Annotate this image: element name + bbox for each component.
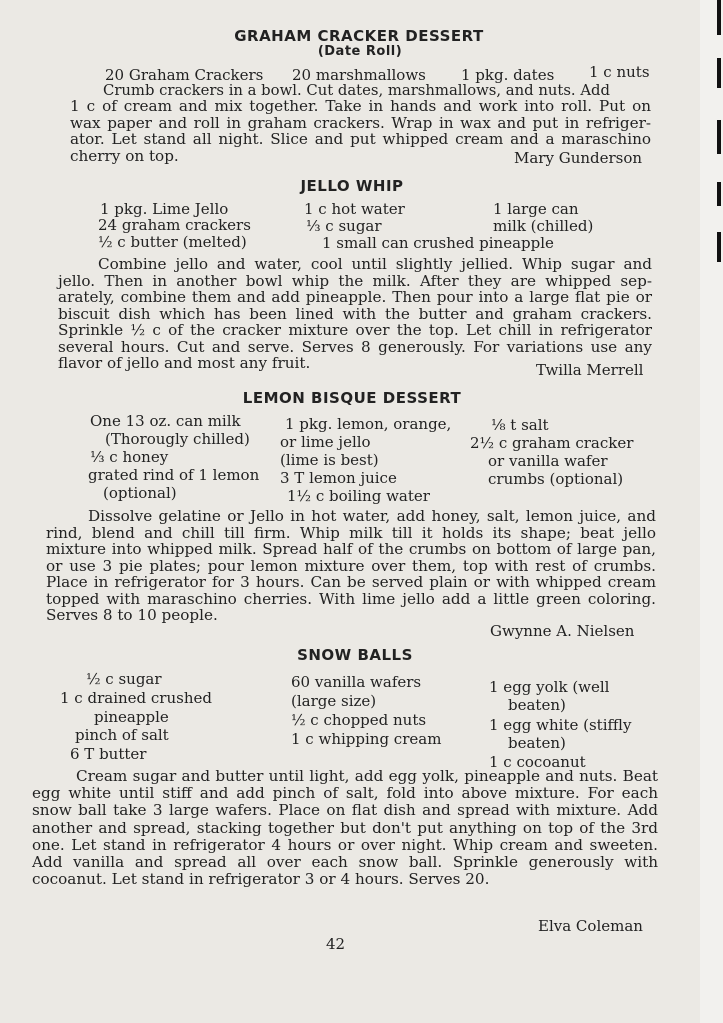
recipe-directions: Combine jello and water, cool until slightly jellied. Whip sugar and jello. Then in another bowl whip the milk. After they are whipped sep-arately, combine them and add pineapple. Then pour into a large flat pie or biscuit dish which has been lined with the butter and graham crackers. Sprinkle ½ c of the cracker mixture over the top. Let chill in refrigerator several hours. Cut and serve. Serves 8 generously. For variations use any flavor of jello and most any fruit. <box>58 255 652 372</box>
ingredient: 1 c hot water <box>304 200 405 218</box>
ingredient: 60 vanilla wafers <box>291 673 422 691</box>
recipe-author: Gwynne A. Nielsen <box>490 622 635 640</box>
page-edge-tabs <box>700 0 723 1023</box>
ingredient: 1 small can crushed pineapple <box>322 234 554 252</box>
recipe-directions: 1 c of cream and mix together. Take in hands and work into roll. Put on wax paper and roll in graham crackers. Wrap in wax and put in refriger-ator. Let stand all night. Slice and put whipped cream and a maraschino cherry on top. <box>70 97 651 165</box>
recipe-author: Twilla Merrell <box>536 361 644 379</box>
ingredient: 3 T lemon juice <box>280 469 397 487</box>
recipe-title: SNOW BALLS <box>297 646 413 664</box>
ingredient: ½ c sugar <box>86 670 162 688</box>
recipe-title: LEMON BISQUE DESSERT <box>242 389 462 407</box>
ingredient: (lime is best) <box>280 451 379 469</box>
edge-tab-mark <box>717 120 721 154</box>
ingredient: 1 pkg. Lime Jello <box>100 200 229 218</box>
ingredient: ⅛ t salt <box>491 416 549 434</box>
ingredient: 2½ c graham cracker <box>470 434 634 452</box>
recipe-title: JELLO WHIP <box>300 177 404 195</box>
ingredient: or lime jello <box>280 433 371 451</box>
ingredient: 1 pkg. lemon, orange, <box>285 415 452 433</box>
ingredient: 1 c whipping cream <box>291 730 442 748</box>
ingredient: ½ c butter (melted) <box>98 233 247 251</box>
ingredient: 1 egg yolk (well <box>489 678 610 696</box>
recipe-author: Elva Coleman <box>538 917 643 935</box>
recipe-directions: Cream sugar and butter until light, add egg yolk, pineapple and nuts. Beat egg white until stiff and add pinch of salt, fold into above mixture. For each snow ball take 3 large wafers. Place on flat dish and spread with mixture. Add another and spread, stacking together but don't put anything on top of the 3rd one. Let stand in refrigerator 4 hours or over night. Whip cream and sweeten. Add vanilla and spread all over each snow ball. Sprinkle generously with cocoanut. Let stand in refrigerator 3 or 4 hours. Serves 20. <box>32 767 658 889</box>
ingredient: beaten) <box>508 696 566 714</box>
ingredient: One 13 oz. can milk <box>90 412 241 430</box>
ingredient: (large size) <box>291 692 377 710</box>
ingredient: 1½ c boiling water <box>287 487 430 505</box>
recipe-subtitle: (Date Roll) <box>317 44 403 59</box>
recipe-directions: Dissolve gelatine or Jello in hot water, add honey, salt, lemon juice, and rind, blend and chill till firm. Whip milk till it holds its shape; beat jello mixture into whipped milk. Spread half of the crumbs on bottom of large pan, or use 3 pie plates; pour lemon mixture over them, top with rest of crumbs. Place in refrigerator for 3 hours. Can be served plain or with whipped cream topped with maraschino cherries. With lime jello add a little green coloring. Serves 8 to 10 people. <box>46 507 656 624</box>
recipe-author: Mary Gunderson <box>514 149 643 167</box>
directions-line: Crumb crackers in a bowl. Cut dates, marshmallows, and nuts. Add <box>103 82 610 99</box>
ingredient: (Thorougly chilled) <box>105 430 250 448</box>
edge-tab-mark <box>717 58 721 88</box>
ingredient: crumbs (optional) <box>488 470 624 488</box>
edge-tab-mark <box>717 182 721 206</box>
ingredient: milk (chilled) <box>493 217 594 235</box>
ingredient: 1 pkg. dates <box>461 66 555 84</box>
ingredient: 20 Graham Crackers <box>105 66 264 84</box>
ingredient: 1 c nuts <box>589 63 650 81</box>
ingredient: ½ c chopped nuts <box>291 711 427 729</box>
recipe-title: GRAHAM CRACKER DESSERT <box>234 27 484 45</box>
ingredient: 1 egg white (stiffly <box>489 716 632 734</box>
ingredient: pinch of salt <box>75 726 169 744</box>
page-number: 42 <box>326 935 346 953</box>
edge-tab-mark <box>717 232 721 262</box>
ingredient: grated rind of 1 lemon <box>88 466 260 484</box>
ingredient: (optional) <box>103 484 177 502</box>
ingredient: 1 c cocoanut <box>489 753 586 771</box>
ingredient: 20 marshmallows <box>292 66 426 84</box>
ingredient: ⅓ c sugar <box>306 217 382 235</box>
ingredient: ⅓ c honey <box>90 448 169 466</box>
ingredient: 1 c drained crushed <box>60 689 212 707</box>
ingredient: 1 large can <box>493 200 579 218</box>
edge-tab-mark <box>717 0 721 35</box>
ingredient: or vanilla wafer <box>488 452 608 470</box>
ingredient: 6 T butter <box>70 745 147 763</box>
ingredient: 24 graham crackers <box>98 216 251 234</box>
ingredient: beaten) <box>508 734 566 752</box>
ingredient: pineapple <box>94 708 169 726</box>
